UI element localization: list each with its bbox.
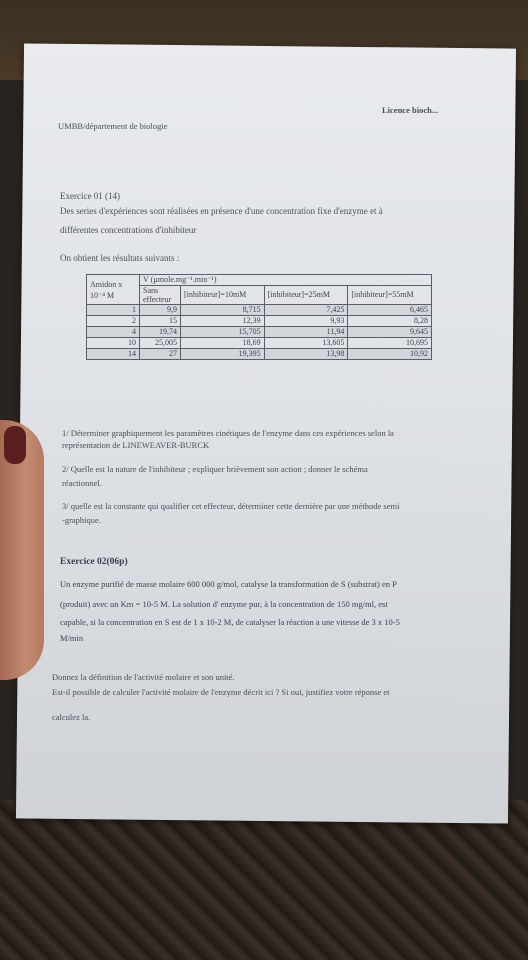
table-cell: 10,695 xyxy=(348,338,432,349)
exercise2-question2-line2: calculez la. xyxy=(52,712,91,722)
table-cell: 2 xyxy=(87,316,140,327)
exercise2-title: Exercice 02(06p) xyxy=(60,557,128,567)
table-header-cell: Sans effecteur xyxy=(140,286,181,305)
table-cell: 10,92 xyxy=(348,349,432,360)
table-row xyxy=(87,305,432,316)
table-header-row xyxy=(87,275,432,286)
exercise2-question2-line1: Est-il possible de calculer l'activité molaire de l'enzyme décrit ici ? Si oui, justifiez votre réponse et xyxy=(52,687,390,697)
question2-line2: réactionnel. xyxy=(62,478,102,488)
carpet-background xyxy=(0,800,528,960)
table-cell: 8,715 xyxy=(181,305,265,316)
table-header-cell: [inhibiteur]=55mM xyxy=(348,286,432,305)
exercise2-line4: M/min xyxy=(60,633,84,643)
table-header-cell: Amidon x 10⁻⁴ M xyxy=(87,275,140,305)
table-row xyxy=(87,327,432,338)
table-header-cell: [inhibiteur]=10mM xyxy=(181,286,265,305)
question1-line2: représentation de LINEWEAVER-BURCK xyxy=(62,440,210,450)
table-cell: 4 xyxy=(87,327,140,338)
table-row xyxy=(87,316,432,327)
institution-header: UMBB/département de biologie xyxy=(58,121,168,131)
table-cell: 9,93 xyxy=(264,316,348,327)
table-cell: 1 xyxy=(87,305,140,316)
table-cell: 19,395 xyxy=(181,349,265,360)
table-cell: 13,98 xyxy=(264,349,348,360)
exercise1-intro-line1: Des series d'expériences sont réalisées en présence d'une concentration fixe d'enzyme et à xyxy=(60,206,383,216)
table-cell: 11,94 xyxy=(264,327,348,338)
table-header-cell: V (µmole.mg⁻¹.min⁻¹) xyxy=(140,275,432,286)
fingernail-photo-object xyxy=(4,426,26,464)
question3-line1: 3/ quelle est la constante qui qualifier cet effecteur, déterminer cette dernière par une méthode semi xyxy=(62,501,400,511)
question3-line2: -graphique. xyxy=(62,515,101,525)
table-cell: 25,005 xyxy=(140,338,181,349)
question2-line1: 2/ Quelle est la nature de l'inhibiteur ; expliquer brièvement son action ; donner le schéma xyxy=(62,464,368,474)
exercise2-line1: Un enzyme purifié de masse molaire 600 000 g/mol, catalyse la transformation de S (substrat) en P xyxy=(60,579,397,589)
exercise2-line2: (produit) avec un Km = 10-5 M. La solution d' enzyme pur, à la concentration de 150 mg/ml, est xyxy=(60,599,388,609)
table-cell: 10 xyxy=(87,338,140,349)
table-cell: 9,645 xyxy=(348,327,432,338)
exercise2-line3: capable, si la concentration en S est de 1 x 10-2 M, de catalyser la réaction a une vitesse de 3 x 10-5 xyxy=(60,617,400,627)
table-cell: 8,28 xyxy=(348,316,432,327)
table-cell: 9,9 xyxy=(140,305,181,316)
table-row xyxy=(87,349,432,360)
question1-line1: 1/ Déterminer graphiquement les paramètres cinétiques de l'enzyme dans ces expériences selon la xyxy=(62,428,394,438)
results-intro: On obtient les résultats suivants : xyxy=(60,253,180,263)
table-row xyxy=(87,338,432,349)
table-cell: 15 xyxy=(140,316,181,327)
exercise1-intro-line2: différentes concentrations d'inhibiteur xyxy=(60,225,197,235)
table-header-cell: [inhibiteur]=25mM xyxy=(264,286,348,305)
exercise2-question1: Donnez la définition de l'activité molaire et son unité. xyxy=(52,672,235,682)
table-cell: 27 xyxy=(140,349,181,360)
kinetics-table xyxy=(86,274,432,360)
table-cell: 12,39 xyxy=(181,316,265,327)
table-cell: 14 xyxy=(87,349,140,360)
table-cell: 6,465 xyxy=(348,305,432,316)
table-cell: 18,69 xyxy=(181,338,265,349)
level-header: Licence bioch... xyxy=(382,105,439,115)
exercise1-title: Exercice 01 (14) xyxy=(60,191,120,201)
table-cell: 7,425 xyxy=(264,305,348,316)
table-cell: 15,705 xyxy=(181,327,265,338)
table-cell: 19,74 xyxy=(140,327,181,338)
table-cell: 13,605 xyxy=(264,338,348,349)
